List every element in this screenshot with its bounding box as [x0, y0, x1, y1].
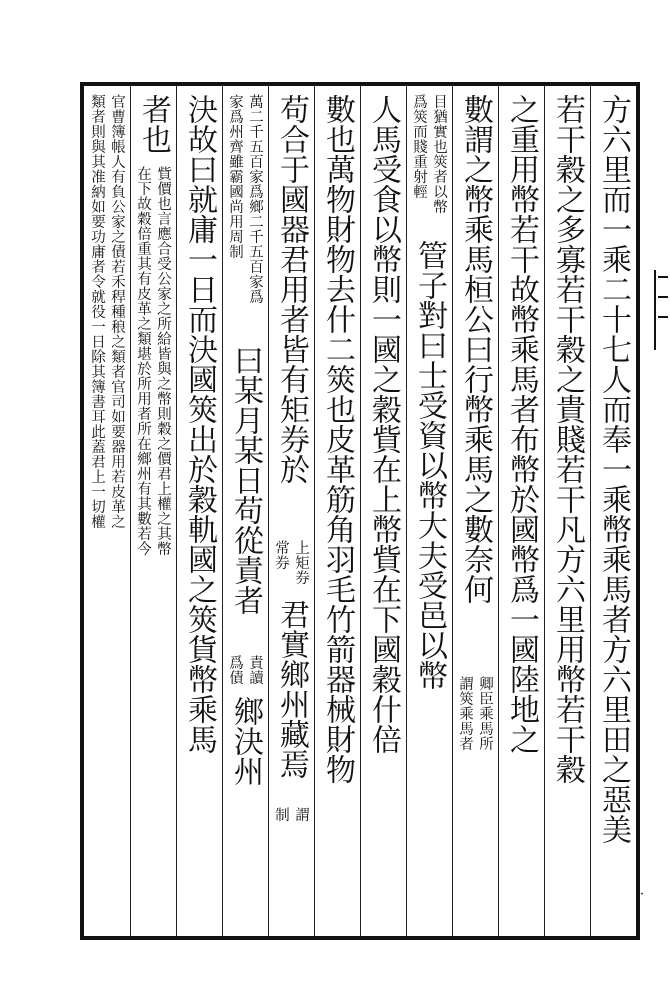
text-segment: 管子對曰士受資以幣大夫受邑以幣	[412, 240, 447, 690]
column-rule	[268, 86, 269, 936]
column-rule	[130, 86, 131, 936]
column-rule	[590, 86, 591, 936]
commentary-right: 謂	[293, 806, 309, 822]
text-segment: 君實鄉州藏焉	[274, 598, 309, 779]
text-column: 若干穀之多寡若干穀之貴賤若干凡方六里用幣若干穀	[550, 94, 585, 784]
text-segment: 鄉決州	[228, 696, 263, 786]
text-segment: 數也萬物財物去什二筴也皮革筋角羽毛竹箭器械財物	[320, 94, 355, 784]
commentary-right: 萬二千五百家爲鄉二千五百家爲	[247, 94, 263, 304]
commentary-left: 謂筴乘馬者	[457, 676, 473, 751]
commentary-left: 常券	[273, 540, 289, 570]
text-column: 方六里而一乘二十七人而奉一乘幣乘馬者方六里田之惡美	[596, 94, 631, 844]
commentary-left: 爲筴而賤重射輕	[411, 94, 427, 199]
page-edge-mark	[654, 270, 670, 350]
column-rule	[176, 86, 177, 936]
column-rule	[360, 86, 361, 936]
text-segment: 數謂之幣乘馬桓公曰行幣乘馬之數奈何	[458, 94, 493, 604]
column-rule	[452, 86, 453, 936]
commentary-right: 責讀	[247, 655, 263, 685]
text-column: 決故曰就庸一日而決國筴出於穀軌國之筴貨幣乘馬	[182, 94, 217, 754]
commentary-left: 家爲州齊雖霸國尚用周制	[227, 94, 243, 259]
column-rule	[498, 86, 499, 936]
text-column: 人馬受食以幣則一國之穀貲在上幣貲在下國穀什倍	[366, 94, 401, 754]
commentary-left: 爲債	[227, 655, 243, 685]
commentary-right: 目猶實也筴者以幣	[431, 94, 447, 214]
column-rule	[314, 86, 315, 936]
text-frame	[80, 82, 640, 940]
commentary-right: 官曹簿帳人有負公家之債若禾稈種稂之類者官司如要器用若皮革之	[109, 94, 125, 529]
commentary-left: 在下故穀倍重其有皮革之類堪於所用者所在鄉州有其數若今	[135, 166, 151, 556]
commentary-right: 上矩券	[293, 540, 309, 585]
text-segment: 者也	[136, 94, 171, 154]
commentary-right: 卿臣乘馬所	[477, 676, 493, 751]
commentary-left: 類者則與其准納如要功庸者令就役一日除其簿書耳此蓋君上一切權	[89, 94, 105, 529]
edge-glyph: ·	[640, 887, 645, 902]
text-segment: 曰某月某日苟從責者	[228, 345, 263, 615]
column-rule	[544, 86, 545, 936]
text-column: 之重用幣若干故幣乘馬者布幣於國幣爲一國陸地之	[504, 94, 539, 754]
commentary-left: 制	[273, 806, 289, 822]
column-rule	[222, 86, 223, 936]
column-rule	[406, 86, 407, 936]
commentary-right: 貲價也言應合受公家之所給皆與之幣則穀之價君上權之其幣	[155, 166, 171, 556]
text-segment: 苟合于國器君用者皆有矩券於	[274, 94, 309, 484]
